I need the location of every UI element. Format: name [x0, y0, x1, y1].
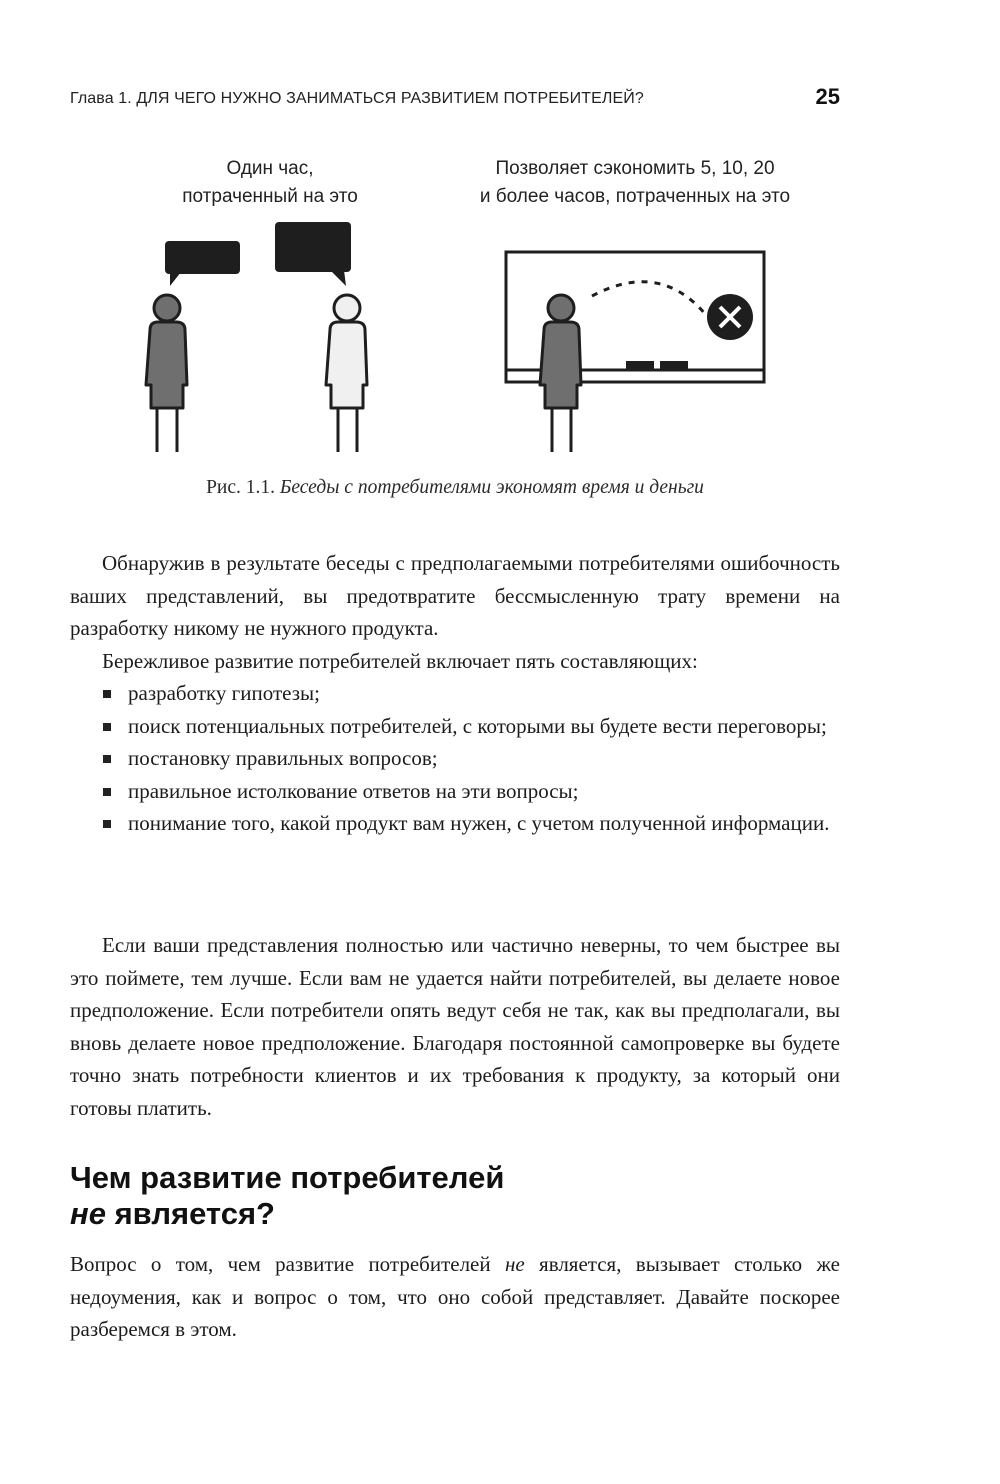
body-paragraph-bottom: [70, 1248, 840, 1346]
list-item: [70, 710, 840, 743]
bullet-icon: [103, 755, 111, 763]
list-item-text: понимание того, какой продукт вам нужен, с учетом полученной информации.: [128, 811, 830, 835]
list-item-text: поиск потенциальных потребителей, с которыми вы будете вести переговоры;: [128, 713, 827, 738]
bullet-icon: [103, 723, 111, 731]
body-paragraph-middle: [70, 929, 840, 1124]
paragraph-part: Вопрос о том, чем развитие потребителей: [70, 1252, 505, 1276]
paragraph-emphasis: не: [504, 1252, 525, 1276]
list-item: [70, 677, 840, 710]
list-item: [70, 775, 840, 808]
section-heading: [70, 1160, 840, 1232]
paragraph: [70, 1248, 840, 1346]
list-item-text: разработку гипотезы;: [128, 681, 320, 705]
person-icon-light: [326, 295, 367, 452]
list-item-text: правильное истолкование ответов на эти вопросы;: [128, 778, 579, 803]
figure-caption: [70, 477, 840, 499]
left-caption-line1: Один час,: [226, 158, 314, 179]
bullet-icon: [103, 690, 111, 698]
list-item-text: постановку правильных вопросов;: [128, 746, 438, 770]
paragraph: Бережливое развитие потребителей включает пять составляющих:: [102, 648, 698, 673]
customer-conversation-illustration: [0, 0, 1000, 470]
paragraph: Если ваши представления полностью или частично неверны, то чем быстрее вы это поймете, тем лучше. Если вам не удается найти потребителей, вы делаете новое предположение. Если потребители опять ведут себя не так, как вы предполагали, вы вновь делаете новое предположение. Благодаря постоянной самопроверке вы будете точно знать потребности клиентов и их требования к продукту, за который они готовы платить.: [70, 933, 840, 1120]
speech-bubble-icon: [165, 241, 240, 286]
heading-line1: Чем развитие потребителей: [70, 1160, 505, 1195]
close-circle-icon: [707, 294, 753, 340]
bullet-icon: [103, 788, 111, 796]
heading-emphasis: не: [70, 1196, 106, 1231]
figure-label: Рис. 1.1.: [206, 477, 275, 498]
paragraph: Обнаружив в результате беседы с предполагаемыми потребителями ошибочность ваших представлений, вы предотвратите бессмысленную трату времени на разработку никому не нужного продукта.: [70, 551, 840, 640]
right-caption-line1: Позволяет сэкономить 5, 10, 20: [495, 158, 775, 179]
page-number: 25: [815, 84, 840, 109]
heading-rest: является?: [105, 1196, 275, 1231]
figure-description: Беседы с потребителями экономят время и деньги: [279, 477, 704, 498]
person-icon-dark: [146, 295, 187, 452]
list-item: [70, 807, 840, 840]
heading-line2: [70, 1196, 840, 1232]
right-caption-line2: и более часов, потраченных на это: [479, 186, 791, 207]
speech-bubble-icon: [275, 222, 351, 286]
bullet-icon: [103, 820, 111, 828]
paragraph-part: является, вызывает столько же недоумения, как и вопрос о том, что оно собой представляет. Давайте поскорее разберемся в этом.: [70, 1252, 841, 1341]
components-list: [70, 677, 840, 840]
chapter-title: Глава 1. ДЛЯ ЧЕГО НУЖНО ЗАНИМАТЬСЯ РАЗВИТИЕМ ПОТРЕБИТЕЛЕЙ?: [70, 90, 644, 107]
list-item: [70, 742, 840, 775]
left-caption-line2: потраченный на это: [182, 186, 358, 207]
body-paragraphs-top: [70, 547, 840, 677]
